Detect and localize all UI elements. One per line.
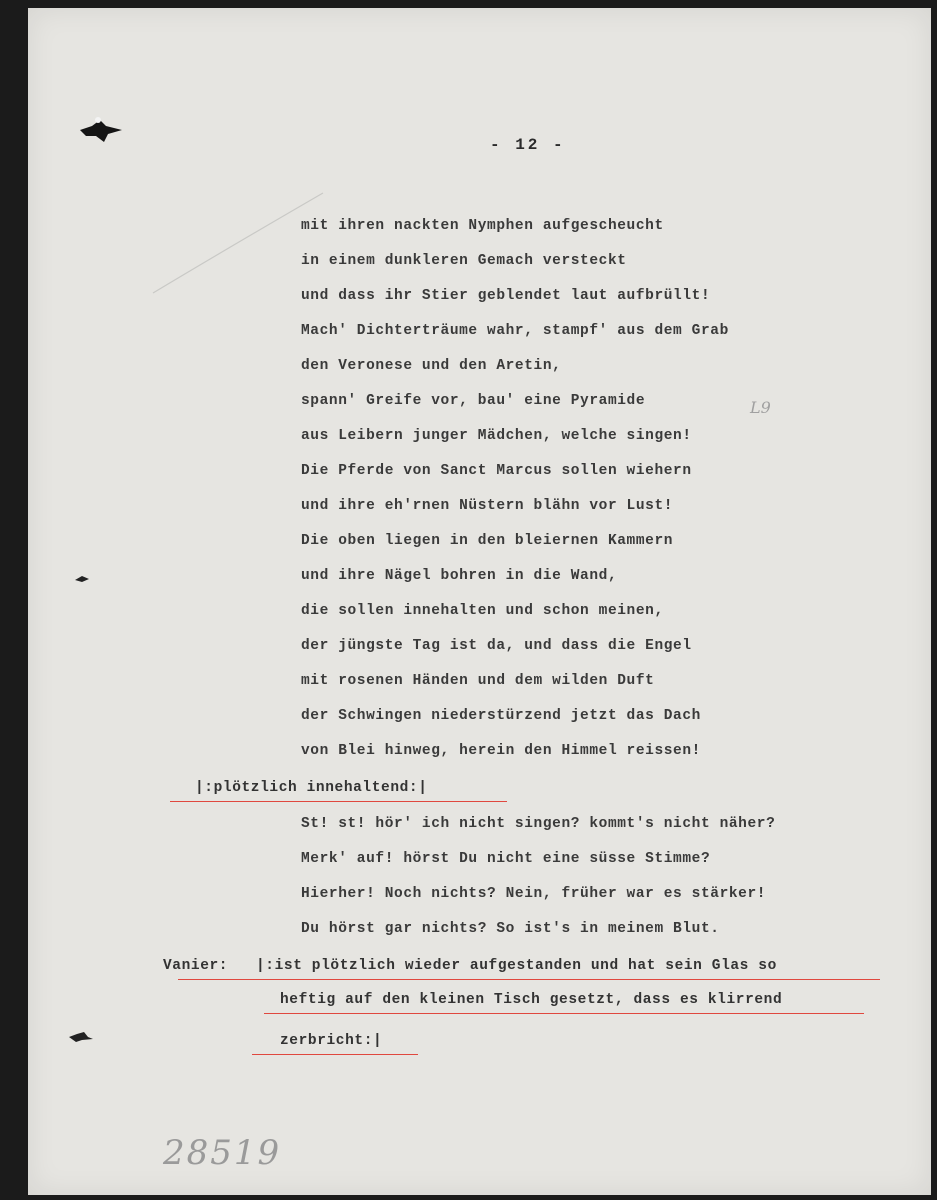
red-underline xyxy=(170,801,507,802)
ink-mark-icon xyxy=(68,1030,94,1044)
stage-direction: heftig auf den kleinen Tisch gesetzt, dass es klirrend xyxy=(280,992,783,1008)
stage-direction: zerbricht:| xyxy=(280,1033,383,1049)
verse-line: der Schwingen niederstürzend jetzt das Dach xyxy=(301,708,701,724)
verse-line: und ihre Nägel bohren in die Wand, xyxy=(301,568,618,584)
verse-line: spann' Greife vor, bau' eine Pyramide xyxy=(301,393,646,409)
verse-line: aus Leibern junger Mädchen, welche singen! xyxy=(301,428,692,444)
archive-number: 28519 xyxy=(163,1133,282,1173)
pencil-stroke xyxy=(148,188,328,298)
verse-line: Die oben liegen in den bleiernen Kammern xyxy=(301,533,674,549)
verse-line: den Veronese und den Aretin, xyxy=(301,358,562,374)
ink-blot-icon xyxy=(78,116,128,146)
document-page xyxy=(28,8,931,1195)
stage-direction: |:plötzlich innehaltend:| xyxy=(195,780,428,796)
ink-mark-icon xyxy=(74,574,90,584)
stage-direction: |:ist plötzlich wieder aufgestanden und hat sein Glas so xyxy=(256,958,777,974)
verse-line: in einem dunkleren Gemach versteckt xyxy=(301,253,627,269)
page-number: - 12 - xyxy=(490,136,566,154)
speaker-name: Vanier: xyxy=(163,958,229,974)
verse-line: mit ihren nackten Nymphen aufgescheucht xyxy=(301,218,664,234)
red-underline xyxy=(252,1054,418,1055)
verse-line: Du hörst gar nichts? So ist's in meinem Blut. xyxy=(301,921,720,937)
verse-line: und dass ihr Stier geblendet laut aufbrüllt! xyxy=(301,288,711,304)
verse-line: von Blei hinweg, herein den Himmel reissen! xyxy=(301,743,701,759)
verse-line: die sollen innehalten und schon meinen, xyxy=(301,603,664,619)
verse-line: St! st! hör' ich nicht singen? kommt's nicht näher? xyxy=(301,816,776,832)
verse-line: Die Pferde von Sanct Marcus sollen wiehern xyxy=(301,463,692,479)
verse-line: Mach' Dichterträume wahr, stampf' aus dem Grab xyxy=(301,323,729,339)
verse-line: Hierher! Noch nichts? Nein, früher war es stärker! xyxy=(301,886,767,902)
verse-line: Merk' auf! hörst Du nicht eine süsse Stimme? xyxy=(301,851,711,867)
pencil-margin-note: L9 xyxy=(750,398,771,417)
verse-line: der jüngste Tag ist da, und dass die Engel xyxy=(301,638,692,654)
red-underline xyxy=(178,979,880,980)
red-underline xyxy=(264,1013,864,1014)
verse-line: und ihre eh'rnen Nüstern blähn vor Lust! xyxy=(301,498,674,514)
verse-line: mit rosenen Händen und dem wilden Duft xyxy=(301,673,655,689)
